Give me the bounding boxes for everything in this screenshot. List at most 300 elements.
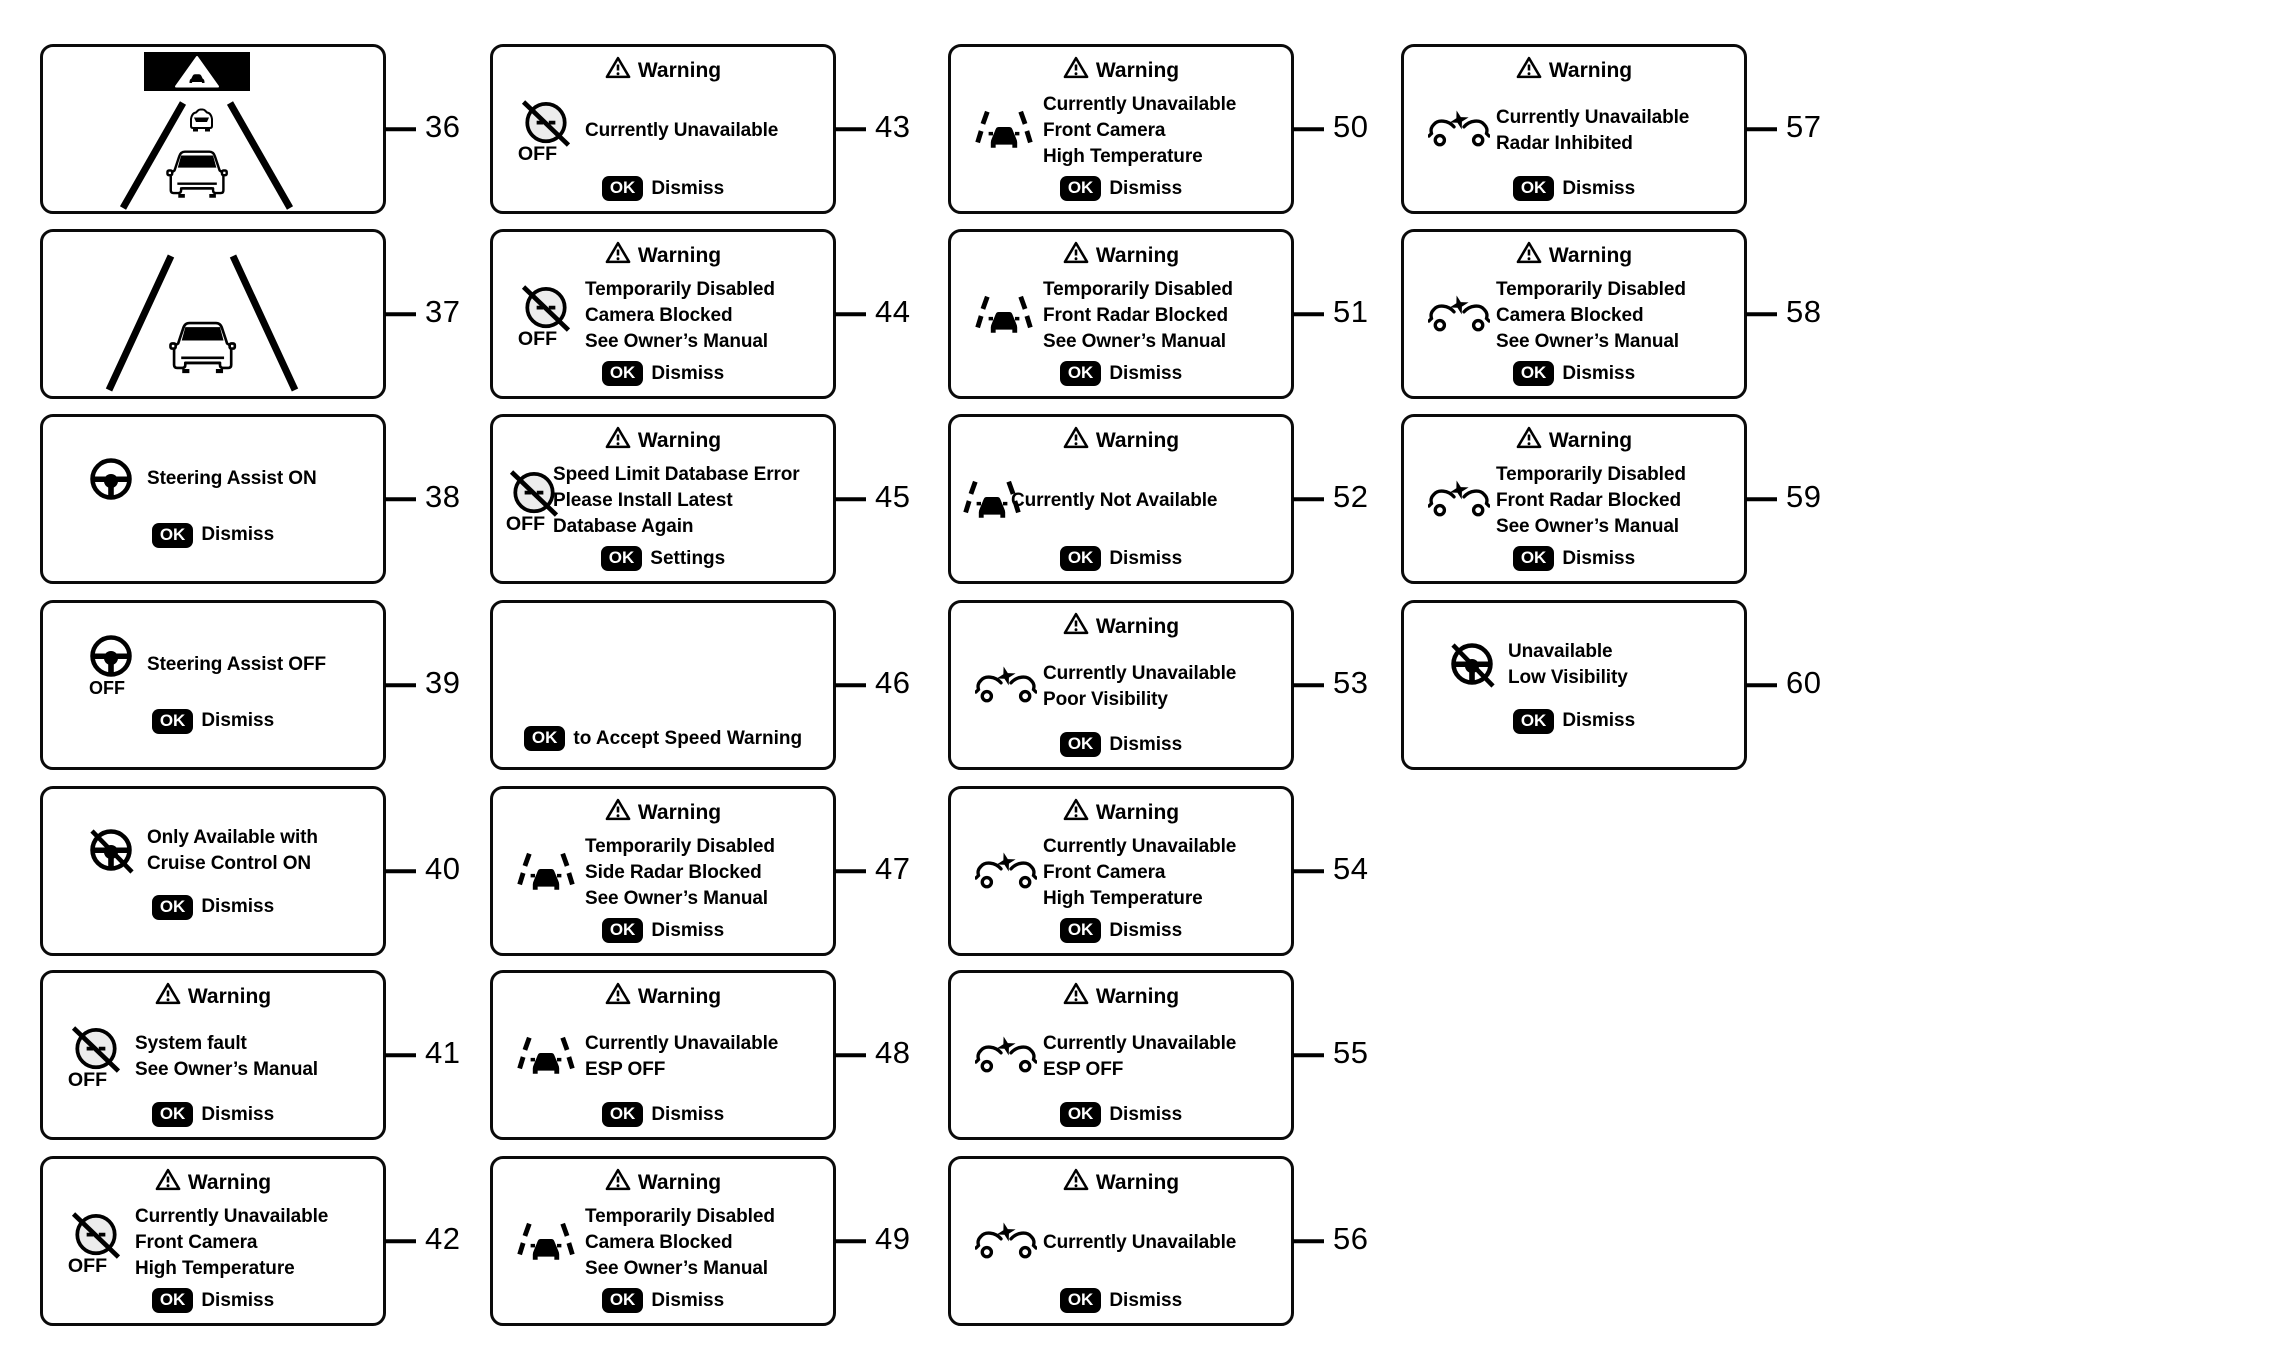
- message-line: Please Install Latest: [553, 489, 733, 511]
- message-line: See Owner’s Manual: [585, 1257, 768, 1279]
- message-line: Camera Blocked: [585, 304, 733, 326]
- warning-header: [951, 973, 1291, 1011]
- message-line: Low Visibility: [1508, 666, 1628, 688]
- warning-header: [493, 47, 833, 85]
- speed-assist-off-icon: [505, 469, 563, 533]
- message-text: [553, 462, 800, 540]
- ok-key: OK: [1060, 732, 1102, 757]
- warning-triangle-icon: [155, 982, 181, 1011]
- ok-row: [43, 523, 383, 548]
- ok-row: [43, 1102, 383, 1137]
- ok-row: [951, 1102, 1291, 1137]
- warning-label: Warning: [637, 800, 722, 824]
- message-line: Only Available with: [147, 826, 318, 848]
- message-line: High Temperature: [1043, 887, 1203, 909]
- warning-header: [493, 1159, 833, 1197]
- warning-header: [493, 973, 833, 1011]
- ok-action-label: Dismiss: [1109, 362, 1183, 384]
- message-body: [43, 637, 383, 696]
- speed-assist-off-icon: [67, 1025, 125, 1089]
- message-box-40: [40, 786, 461, 956]
- figure-reference-number: 48: [875, 1035, 911, 1071]
- message-line: Camera Blocked: [1496, 304, 1644, 326]
- message-body: [951, 270, 1291, 361]
- message-text: [585, 277, 775, 355]
- ok-key: OK: [601, 546, 643, 571]
- warning-header: [493, 417, 833, 455]
- message-line: Front Radar Blocked: [1043, 304, 1228, 326]
- warning-header: [493, 789, 833, 827]
- speed-assist-off-icon: [67, 1211, 125, 1275]
- message-line: Currently Unavailable: [1043, 1032, 1237, 1054]
- warning-triangle-icon: [1063, 56, 1089, 85]
- warning-label: Warning: [1095, 243, 1180, 267]
- steering-wheel-off-icon: [89, 634, 135, 696]
- message-line: Radar Inhibited: [1496, 132, 1633, 154]
- message-body: [951, 827, 1291, 918]
- ok-key: OK: [1060, 1102, 1102, 1127]
- warning-triangle-icon: [1063, 1168, 1089, 1197]
- message-box-42: [40, 1156, 461, 1326]
- ok-row: [951, 1288, 1291, 1323]
- ok-key: OK: [1060, 918, 1102, 943]
- figure-reference-number: 59: [1786, 479, 1822, 515]
- message-line: Poor Visibility: [1043, 688, 1168, 710]
- message-line: Front Camera: [135, 1231, 258, 1253]
- warning-triangle-icon: [1516, 56, 1542, 85]
- leader-line: [1293, 869, 1324, 873]
- warning-label: Warning: [1095, 800, 1180, 824]
- lane-keeping-car-icon: [517, 1035, 575, 1079]
- ok-key: OK: [1513, 709, 1555, 734]
- warning-label: Warning: [637, 984, 722, 1008]
- warning-header: [951, 232, 1291, 270]
- message-text: [147, 652, 326, 678]
- message-box-37: [40, 229, 461, 399]
- message-line: See Owner’s Manual: [585, 887, 768, 909]
- ok-row: [43, 1288, 383, 1323]
- message-box-47: [490, 786, 911, 956]
- message-text: [585, 834, 775, 912]
- message-line: Front Camera: [1043, 119, 1166, 141]
- ok-key: OK: [1513, 176, 1555, 201]
- ok-action-label: Dismiss: [651, 1289, 725, 1311]
- message-body: [43, 1011, 383, 1102]
- message-line: High Temperature: [1043, 145, 1203, 167]
- leader-line: [835, 1239, 866, 1243]
- message-line: Unavailable: [1508, 640, 1613, 662]
- leader-line: [1293, 683, 1324, 687]
- message-box-58: [1401, 229, 1822, 399]
- ok-row: [493, 918, 833, 953]
- svg-text:OFF: OFF: [89, 677, 125, 696]
- ok-action-label: Dismiss: [1109, 919, 1183, 941]
- message-body: [951, 1197, 1291, 1288]
- message-text: [1011, 488, 1217, 514]
- warning-triangle-icon: [605, 426, 631, 455]
- figure-reference-number: 51: [1333, 294, 1369, 330]
- warning-triangle-icon: [1063, 798, 1089, 827]
- message-body: [1404, 637, 1744, 693]
- message-box-41: [40, 970, 461, 1140]
- road-scene-one-car-icon: [43, 232, 382, 395]
- lane-keeping-car-icon: [975, 294, 1033, 338]
- message-body: [43, 451, 383, 507]
- ok-action-label: Dismiss: [1562, 177, 1636, 199]
- message-line: Temporarily Disabled: [585, 835, 775, 857]
- warning-header: [951, 603, 1291, 641]
- message-line: Currently Unavailable: [585, 119, 779, 141]
- ok-key: OK: [602, 361, 644, 386]
- ok-row: [1404, 546, 1744, 581]
- ok-action-label: Dismiss: [651, 362, 725, 384]
- figure-reference-number: 42: [425, 1221, 461, 1257]
- ok-action-label: Dismiss: [1109, 1103, 1183, 1125]
- message-box-55: [948, 970, 1369, 1140]
- message-body: [951, 85, 1291, 176]
- figure-reference-number: 52: [1333, 479, 1369, 515]
- lane-keeping-car-icon: [517, 1221, 575, 1265]
- warning-header: [951, 47, 1291, 85]
- figure-reference-number: 53: [1333, 665, 1369, 701]
- warning-triangle-icon: [155, 1168, 181, 1197]
- message-body: [951, 1011, 1291, 1102]
- ok-row: [951, 361, 1291, 396]
- ok-key: OK: [152, 895, 194, 920]
- ok-row: [493, 1288, 833, 1323]
- message-line: Currently Unavailable: [1496, 106, 1690, 128]
- warning-label: Warning: [637, 58, 722, 82]
- message-box-59: [1401, 414, 1822, 584]
- warning-label: Warning: [637, 243, 722, 267]
- leader-line: [1293, 1053, 1324, 1057]
- message-line: Currently Unavailable: [1043, 93, 1237, 115]
- message-text: [1508, 639, 1628, 691]
- message-box-39: [40, 600, 461, 770]
- message-text: [1043, 1031, 1236, 1083]
- figure-reference-number: 60: [1786, 665, 1822, 701]
- leader-line: [1746, 312, 1777, 316]
- ok-key: OK: [524, 726, 566, 751]
- message-box-56: [948, 1156, 1369, 1326]
- warning-label: Warning: [1095, 58, 1180, 82]
- warning-header: [1404, 47, 1744, 85]
- svg-text:OFF: OFF: [517, 327, 558, 348]
- collision-icon: [975, 1220, 1037, 1265]
- leader-line: [1293, 312, 1324, 316]
- warning-triangle-icon: [605, 241, 631, 270]
- leader-line: [1746, 497, 1777, 501]
- ok-row: [951, 732, 1291, 767]
- message-box-60: [1401, 600, 1822, 770]
- warning-header: [951, 417, 1291, 455]
- message-line: System fault: [135, 1032, 247, 1054]
- warning-triangle-icon: [1063, 426, 1089, 455]
- lane-keeping-car-icon: [517, 851, 575, 895]
- message-line: Currently Unavailable: [1043, 835, 1237, 857]
- ok-row: [951, 176, 1291, 211]
- lane-keeping-car-icon: [975, 109, 1033, 153]
- ok-action-label: Dismiss: [201, 1289, 275, 1311]
- message-line: Camera Blocked: [585, 1231, 733, 1253]
- ok-row: [1404, 176, 1744, 211]
- warning-triangle-icon: [605, 1168, 631, 1197]
- message-box-44: [490, 229, 911, 399]
- message-line: Database Again: [553, 515, 694, 537]
- message-text: [1043, 834, 1236, 912]
- message-text: [585, 1031, 778, 1083]
- figure-reference-number: 46: [875, 665, 911, 701]
- ok-action-label: Dismiss: [201, 524, 275, 545]
- message-body: [493, 1197, 833, 1288]
- ok-key: OK: [152, 1288, 194, 1313]
- figure-reference-number: 47: [875, 851, 911, 887]
- ok-row: [1404, 361, 1744, 396]
- figure-reference-number: 38: [425, 479, 461, 515]
- message-box-50: [948, 44, 1369, 214]
- message-text: [135, 1031, 318, 1083]
- ok-row: [493, 1102, 833, 1137]
- warning-label: Warning: [637, 428, 722, 452]
- warning-triangle-icon: [605, 982, 631, 1011]
- message-line: ESP OFF: [1043, 1058, 1124, 1080]
- message-text: [585, 1204, 775, 1282]
- ok-action-label: Dismiss: [1109, 1289, 1183, 1311]
- warning-label: Warning: [1095, 428, 1180, 452]
- message-box-54: [948, 786, 1369, 956]
- leader-line: [385, 127, 416, 131]
- warning-triangle-icon: [1063, 241, 1089, 270]
- warning-triangle-icon: [1516, 426, 1542, 455]
- warning-triangle-icon: [1063, 982, 1089, 1011]
- message-line: Currently Unavailable: [1043, 1231, 1237, 1253]
- ok-key: OK: [602, 918, 644, 943]
- leader-line: [385, 497, 416, 501]
- svg-text:OFF: OFF: [517, 142, 558, 163]
- ok-row: [493, 546, 833, 581]
- speed-assist-off-icon: [517, 99, 575, 163]
- message-body: [43, 823, 383, 879]
- leader-line: [835, 1053, 866, 1057]
- collision-icon: [975, 850, 1037, 895]
- warning-label: Warning: [1548, 243, 1633, 267]
- message-line: Steering Assist OFF: [147, 653, 326, 675]
- message-line: High Temperature: [135, 1257, 295, 1279]
- ok-row: [951, 546, 1291, 581]
- figure-reference-number: 55: [1333, 1035, 1369, 1071]
- ok-row: [493, 361, 833, 396]
- warning-label: Warning: [637, 1170, 722, 1194]
- collision-icon: [1428, 293, 1490, 338]
- message-line: Front Camera: [1043, 861, 1166, 883]
- ok-action-label: Dismiss: [651, 1103, 725, 1125]
- figure-reference-number: 40: [425, 851, 461, 887]
- leader-line: [385, 1239, 416, 1243]
- ok-row: [43, 895, 383, 920]
- leader-line: [1746, 683, 1777, 687]
- message-body: [951, 641, 1291, 732]
- message-body: [1404, 455, 1744, 546]
- ok-action-label: Dismiss: [201, 1103, 275, 1125]
- message-line: See Owner’s Manual: [135, 1058, 318, 1080]
- leader-line: [1293, 127, 1324, 131]
- ok-action-label: Dismiss: [201, 710, 275, 731]
- warning-header: [1404, 232, 1744, 270]
- message-line: Speed Limit Database Error: [553, 463, 800, 485]
- figure-reference-number: 41: [425, 1035, 461, 1071]
- leader-line: [385, 683, 416, 687]
- steering-wheel-icon: [89, 457, 133, 501]
- collision-icon: [975, 1034, 1037, 1079]
- ok-key: OK: [1060, 176, 1102, 201]
- warning-label: Warning: [1095, 1170, 1180, 1194]
- figure-reference-number: 56: [1333, 1221, 1369, 1257]
- svg-text:OFF: OFF: [505, 512, 546, 533]
- message-line: See Owner’s Manual: [1496, 330, 1679, 352]
- ok-key: OK: [602, 1288, 644, 1313]
- message-line: See Owner’s Manual: [585, 330, 768, 352]
- message-body: [43, 1197, 383, 1288]
- message-body: [493, 85, 833, 176]
- ok-action-label: Dismiss: [1109, 733, 1183, 755]
- speed-assist-off-icon: [517, 284, 575, 348]
- ok-action-label: Dismiss: [1562, 362, 1636, 384]
- ok-key: OK: [1060, 546, 1102, 571]
- figure-reference-number: 45: [875, 479, 911, 515]
- collision-icon: [1428, 108, 1490, 153]
- ok-row: [43, 709, 383, 734]
- message-line: Currently Unavailable: [585, 1032, 779, 1054]
- message-text: [1496, 462, 1686, 540]
- message-text: [1496, 105, 1689, 157]
- ok-key: OK: [152, 709, 194, 734]
- svg-text:OFF: OFF: [67, 1068, 108, 1089]
- message-line: Temporarily Disabled: [585, 278, 775, 300]
- leader-line: [835, 127, 866, 131]
- ok-action-label: Settings: [650, 547, 726, 569]
- message-text: [1043, 661, 1236, 713]
- warning-triangle-icon: [605, 56, 631, 85]
- message-body: [1404, 270, 1744, 361]
- message-box-43: [490, 44, 911, 214]
- ok-key: OK: [1060, 1288, 1102, 1313]
- lane-keeping-car-icon: [963, 479, 1021, 523]
- message-text: [1043, 277, 1233, 355]
- ok-action-label: Dismiss: [201, 896, 275, 917]
- message-line: Currently Unavailable: [135, 1205, 329, 1227]
- message-text: [147, 825, 318, 877]
- figure-reference-number: 58: [1786, 294, 1822, 330]
- warning-triangle-icon: [1063, 612, 1089, 641]
- message-line: Temporarily Disabled: [1496, 463, 1686, 485]
- warning-triangle-icon: [605, 798, 631, 827]
- message-line: Currently Unavailable: [1043, 662, 1237, 684]
- message-text: [1043, 1230, 1236, 1256]
- ok-key: OK: [152, 1102, 194, 1127]
- warning-header: [1404, 417, 1744, 455]
- message-body: [493, 827, 833, 918]
- ok-action-label: Dismiss: [1562, 547, 1636, 569]
- message-box-53: [948, 600, 1369, 770]
- leader-line: [835, 869, 866, 873]
- message-line: Currently Not Available: [1011, 489, 1218, 511]
- figure-reference-number: 37: [425, 294, 461, 330]
- figure-reference-number: 50: [1333, 109, 1369, 145]
- message-text: [135, 1204, 328, 1282]
- ok-action-label: Dismiss: [1109, 547, 1183, 569]
- message-line: Temporarily Disabled: [1496, 278, 1686, 300]
- warning-triangle-icon: [1516, 241, 1542, 270]
- message-box-36: [40, 44, 461, 214]
- message-box-45: [490, 414, 911, 584]
- message-line: Side Radar Blocked: [585, 861, 762, 883]
- message-box-46: [490, 600, 911, 770]
- message-line: See Owner’s Manual: [1043, 330, 1226, 352]
- warning-header: [43, 1159, 383, 1197]
- svg-text:OFF: OFF: [67, 1254, 108, 1275]
- ok-row: [1404, 709, 1744, 734]
- figure-reference-number: 36: [425, 109, 461, 145]
- message-box-52: [948, 414, 1369, 584]
- message-body: [493, 1011, 833, 1102]
- ok-row: [951, 918, 1291, 953]
- figure-reference-number: 43: [875, 109, 911, 145]
- message-box-48: [490, 970, 911, 1140]
- warning-label: Warning: [1548, 428, 1633, 452]
- figure-reference-number: 49: [875, 1221, 911, 1257]
- warning-label: Warning: [1095, 984, 1180, 1008]
- collision-icon: [975, 664, 1037, 709]
- message-box-38: [40, 414, 461, 584]
- ok-key: OK: [1060, 361, 1102, 386]
- ok-action-label: Dismiss: [651, 177, 725, 199]
- message-body: [951, 455, 1291, 546]
- message-box-51: [948, 229, 1369, 399]
- figure-reference-number: 54: [1333, 851, 1369, 887]
- ok-key: OK: [1513, 361, 1555, 386]
- ok-key: OK: [602, 176, 644, 201]
- figure-reference-number: 57: [1786, 109, 1822, 145]
- leader-line: [385, 312, 416, 316]
- message-text: [147, 466, 317, 492]
- message-body: [493, 455, 833, 546]
- leader-line: [835, 497, 866, 501]
- ok-key: OK: [1513, 546, 1555, 571]
- ok-action-label: Dismiss: [1109, 177, 1183, 199]
- message-line: ESP OFF: [585, 1058, 666, 1080]
- steering-wheel-crossed-icon: [1450, 642, 1496, 688]
- leader-line: [835, 683, 866, 687]
- warning-label: Warning: [187, 984, 272, 1008]
- message-box-49: [490, 1156, 911, 1326]
- message-text: [1043, 92, 1236, 170]
- steering-wheel-crossed-icon: [89, 828, 135, 874]
- warning-header: [43, 973, 383, 1011]
- leader-line: [835, 312, 866, 316]
- warning-header: [951, 1159, 1291, 1197]
- message-text: [1496, 277, 1686, 355]
- message-line: Temporarily Disabled: [585, 1205, 775, 1227]
- warning-label: Warning: [1095, 614, 1180, 638]
- leader-line: [1746, 127, 1777, 131]
- message-line: Steering Assist ON: [147, 467, 317, 489]
- warning-header: [493, 232, 833, 270]
- collision-icon: [1428, 478, 1490, 523]
- message-line: Temporarily Disabled: [1043, 278, 1233, 300]
- message-body: [493, 270, 833, 361]
- warning-header: [951, 789, 1291, 827]
- ok-key: OK: [152, 523, 194, 548]
